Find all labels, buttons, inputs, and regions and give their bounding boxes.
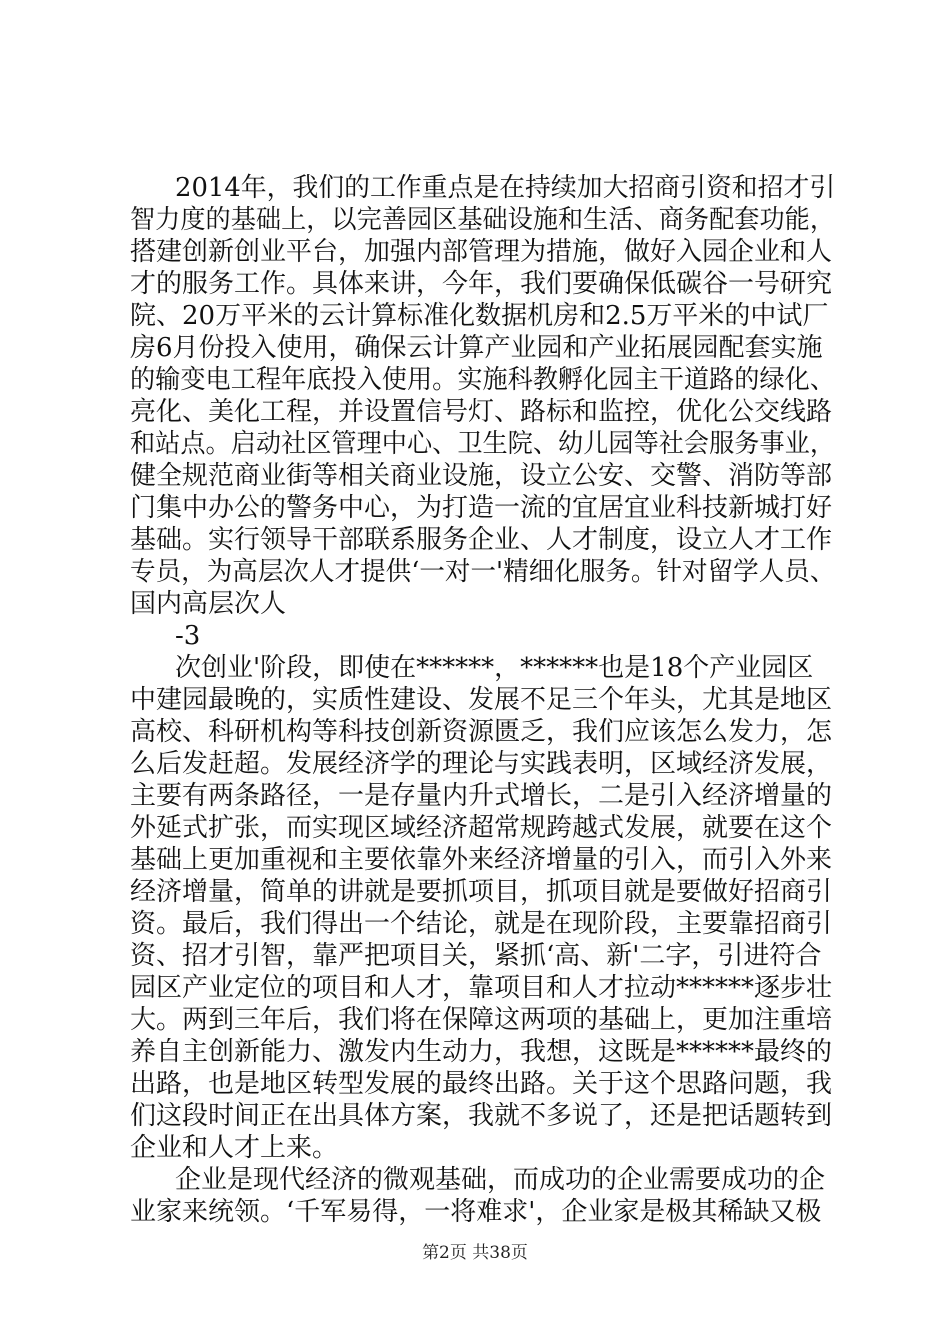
text-line-28: 出路，也是地区转型发展的最终出路。关于这个思路问题，我 — [130, 1069, 833, 1099]
text-line-8: 亮化、美化工程，并设置信号灯、路标和监控，优化公交线路 — [130, 397, 833, 427]
text-line-18: 么后发赶超。发展经济学的理论与实践表明，区域经济发展， — [130, 749, 833, 779]
text-line-22: 经济增量，简单的讲就是要抓项目，抓项目就是要做好招商引 — [130, 877, 833, 907]
text-line-32: 业家来统领。‘千军易得，一将难求'，企业家是极其稀缺又极 — [130, 1197, 822, 1227]
text-line-24: 资、招才引智，靠严把项目关，紧抓‘高、新'二字，引进符合 — [130, 941, 822, 971]
text-line-13: 专员，为高层次人才提供‘一对一'精细化服务。针对留学人员、 — [130, 557, 836, 587]
text-line-6: 房6月份投入使用，确保云计算产业园和产业拓展园配套实施 — [130, 333, 823, 363]
text-line-30: 企业和人才上来。 — [130, 1133, 339, 1163]
text-line-26: 大。两到三年后，我们将在保障这两项的基础上，更加注重培 — [130, 1005, 833, 1035]
text-line-2: 智力度的基础上，以完善园区基础设施和生活、商务配套功能， — [130, 205, 836, 235]
page-footer: 第2页 共38页 — [422, 1243, 528, 1263]
text-line-23: 资。最后，我们得出一个结论，就是在现阶段，主要靠招商引 — [130, 909, 833, 939]
text-line-12: 基础。实行领导干部联系服务企业、人才制度，设立人才工作 — [130, 525, 833, 555]
text-line-3: 搭建创新创业平台，加强内部管理为措施，做好入园企业和人 — [130, 237, 833, 267]
text-line-25: 园区产业定位的项目和人才，靠项目和人才拉动******逐步壮 — [130, 973, 833, 1003]
text-line-21: 基础上更加重视和主要依靠外来经济增量的引入，而引入外来 — [130, 845, 833, 875]
text-line-1: 2014年，我们的工作重点是在持续加大招商引资和招才引 — [175, 173, 836, 203]
text-line-17: 高校、科研机构等科技创新资源匮乏，我们应该怎么发力，怎 — [130, 717, 833, 747]
text-line-5: 院、20万平米的云计算标准化数据机房和2.5万平米的中试厂 — [130, 301, 829, 331]
text-line-27: 养自主创新能力、激发内生动力，我想，这既是******最终的 — [130, 1037, 833, 1067]
text-line-9: 和站点。启动社区管理中心、卫生院、幼儿园等社会服务事业， — [130, 429, 836, 459]
text-line-11: 门集中办公的警务中心，为打造一流的宜居宜业科技新城打好 — [130, 493, 833, 523]
text-line-7: 的输变电工程年底投入使用。实施科教孵化园主干道路的绿化、 — [130, 365, 836, 395]
text-line-14: 国内高层次人 — [130, 589, 287, 619]
text-line-15: 次创业'阶段，即使在******，******也是18个产业园区 — [175, 653, 814, 683]
text-line-10: 健全规范商业街等相关商业设施，设立公安、交警、消防等部 — [130, 461, 833, 491]
text-line-19: 主要有两条路径，一是存量内升式增长，二是引入经济增量的 — [130, 781, 833, 811]
text-line-31: 企业是现代经济的微观基础，而成功的企业需要成功的企 — [175, 1165, 826, 1195]
page-marker: -3 — [175, 621, 201, 651]
text-line-29: 们这段时间正在出具体方案，我就不多说了，还是把话题转到 — [130, 1101, 833, 1131]
text-line-16: 中建园最晚的，实质性建设、发展不足三个年头，尤其是地区 — [130, 685, 833, 715]
text-line-20: 外延式扩张，而实现区域经济超常规跨越式发展，就要在这个 — [130, 813, 833, 843]
text-line-4: 才的服务工作。具体来讲，今年，我们要确保低碳谷一号研究 — [130, 269, 833, 299]
